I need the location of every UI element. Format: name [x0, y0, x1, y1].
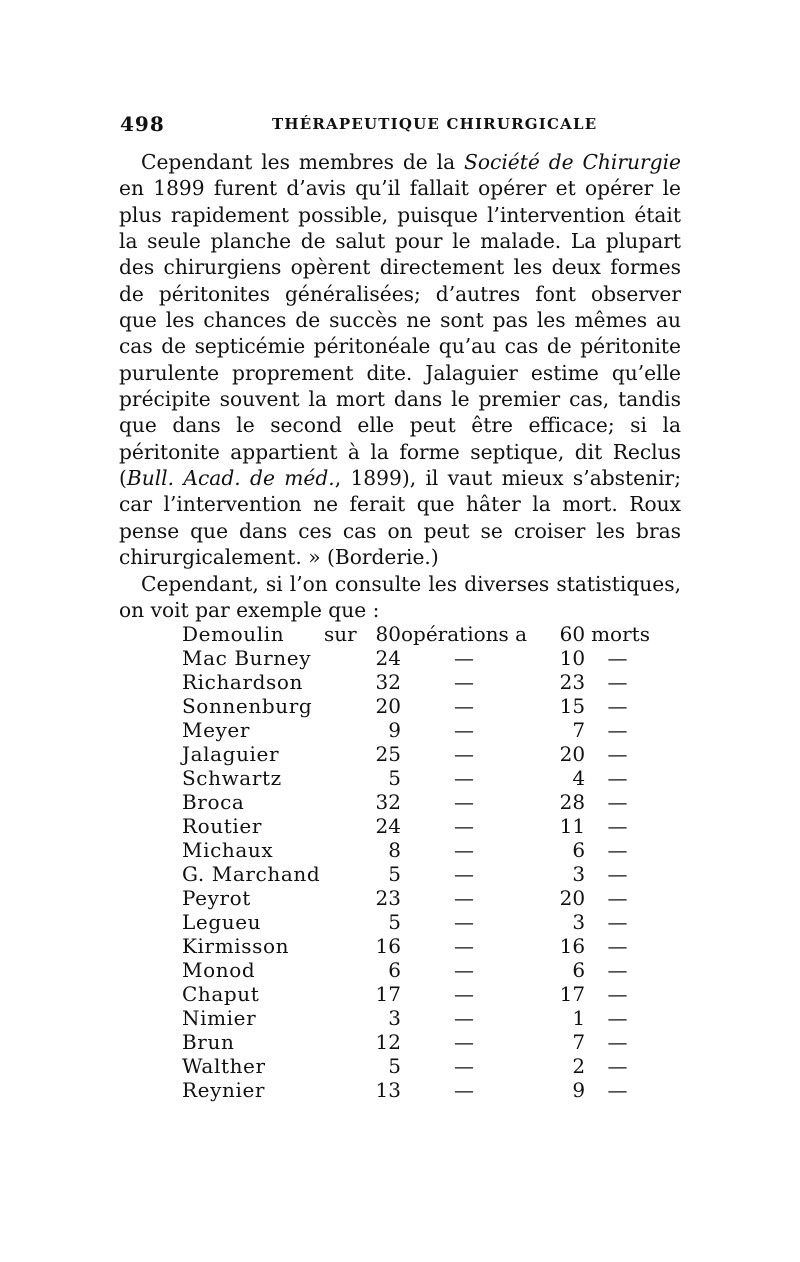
- ditto-dash: —: [607, 1006, 628, 1030]
- surgeon-name: Richardson: [182, 670, 304, 694]
- ditto-dash: —: [607, 1030, 628, 1054]
- paragraph-1-italic-citation: Bull. Acad. de méd.: [126, 466, 335, 491]
- surgeon-name: Mac Burney: [182, 646, 312, 670]
- sur-spacer: [324, 886, 366, 910]
- operations-count: 80: [375, 622, 401, 646]
- surgeon-name: Michaux: [182, 838, 274, 862]
- operations-count: 17: [375, 982, 401, 1006]
- sur-spacer: [324, 742, 366, 766]
- morts-label: morts: [591, 622, 650, 646]
- operations-count: 32: [375, 790, 401, 814]
- sur-spacer: [324, 862, 366, 886]
- statistics-row: [182, 766, 650, 790]
- surgeon-name: Sonnenburg: [182, 694, 313, 718]
- surgeon-name: Chaput: [182, 982, 260, 1006]
- operations-count: 25: [375, 742, 401, 766]
- deaths-count: 60: [559, 622, 586, 646]
- deaths-count: 20: [559, 886, 586, 910]
- operations-count: 9: [388, 718, 401, 742]
- operations-count: 5: [388, 910, 401, 934]
- sur-spacer: [324, 1030, 366, 1054]
- deaths-count: 7: [572, 718, 586, 742]
- surgeon-name: Nimier: [182, 1006, 257, 1030]
- ditto-dash: —: [607, 694, 628, 718]
- deaths-count: 4: [572, 766, 586, 790]
- ditto-dash: —: [607, 718, 628, 742]
- ditto-dash: —: [454, 982, 475, 1006]
- paragraph-2: Cependant, si l’on consulte les diverses statistiques, on voit par exemple que :: [119, 571, 681, 622]
- ditto-dash: —: [607, 646, 628, 670]
- ditto-dash: —: [607, 1054, 628, 1078]
- ditto-dash: —: [607, 910, 628, 934]
- operations-count: 23: [375, 886, 401, 910]
- deaths-count: 7: [572, 1030, 586, 1054]
- deaths-count: 3: [572, 910, 586, 934]
- sur-spacer: [324, 790, 366, 814]
- running-title: THÉRAPEUTIQUE CHIRURGICALE: [272, 115, 598, 133]
- sur-spacer: [324, 1078, 366, 1102]
- sur-label: sur: [324, 622, 357, 646]
- statistics-row: [182, 1030, 650, 1054]
- sur-spacer: [324, 934, 366, 958]
- surgeon-name: Walther: [182, 1054, 266, 1078]
- sur-spacer: [324, 718, 366, 742]
- ditto-dash: —: [454, 718, 475, 742]
- paragraph-1-text-b: en 1899 furent d’avis qu’il fallait opérer et opérer le plus rapidement possible, puisque l’intervention était la seule planche de salut pour le malade. La plupart des chirurgiens opèrent directement les deux formes de péritonites généralisées; d’autres font observer que les chances de succès ne sont pas les mêmes au cas de septicémie péritonéale qu’au cas de péritonite purulente proprement dite. Jalaguier estime qu’elle précipite souvent la mort dans le premier cas, tandis que dans le second elle peut être efficace; si la péritonite appartient à la forme septique, dit Reclus (: [119, 176, 681, 491]
- deaths-count: 9: [572, 1078, 586, 1102]
- statistics-row: [182, 646, 650, 670]
- operations-count: 12: [375, 1030, 401, 1054]
- statistics-header-row: [182, 622, 650, 646]
- surgeon-name: Schwartz: [182, 766, 282, 790]
- deaths-count: 6: [572, 838, 586, 862]
- statistics-row: [182, 670, 650, 694]
- deaths-count: 3: [572, 862, 586, 886]
- surgeon-name: Peyrot: [182, 886, 251, 910]
- surgeon-name: Routier: [182, 814, 263, 838]
- statistics-row: [182, 982, 650, 1006]
- statistics-row: [182, 1078, 650, 1102]
- paragraph-1-italic-society: Société de Chirurgie: [464, 150, 681, 174]
- deaths-count: 6: [572, 958, 586, 982]
- body-text: [119, 149, 681, 623]
- ditto-dash: —: [607, 886, 628, 910]
- surgeon-name: Meyer: [182, 718, 251, 742]
- ditto-dash: —: [454, 958, 475, 982]
- operations-label-cell: [401, 622, 527, 646]
- operations-count: 5: [388, 1054, 401, 1078]
- ditto-dash: —: [454, 1030, 475, 1054]
- deaths-count: 16: [559, 934, 586, 958]
- statistics-row: [182, 1006, 650, 1030]
- statistics-row: [182, 694, 650, 718]
- page-number: 498: [120, 112, 165, 136]
- deaths-count: 15: [559, 694, 586, 718]
- sur-spacer: [324, 958, 366, 982]
- a-label: a: [515, 622, 528, 646]
- surgeon-name: Brun: [182, 1030, 235, 1054]
- statistics-row: [182, 742, 650, 766]
- surgeon-name: Monod: [182, 958, 256, 982]
- operations-count: 5: [388, 766, 401, 790]
- sur-spacer: [324, 1054, 366, 1078]
- operations-count: 20: [375, 694, 401, 718]
- ditto-dash: —: [607, 934, 628, 958]
- deaths-count: 11: [559, 814, 586, 838]
- deaths-count: 17: [559, 982, 586, 1006]
- ditto-dash: —: [454, 838, 475, 862]
- deaths-count: 20: [559, 742, 586, 766]
- surgeon-name: G. Marchand: [182, 862, 321, 886]
- deaths-count: 28: [559, 790, 586, 814]
- ditto-dash: —: [607, 814, 628, 838]
- operations-count: 16: [375, 934, 401, 958]
- ditto-dash: —: [454, 886, 475, 910]
- deaths-count: 23: [559, 670, 586, 694]
- sur-spacer: [324, 646, 366, 670]
- ditto-dash: —: [607, 862, 628, 886]
- operations-label: opérations: [401, 622, 509, 646]
- sur-spacer: [324, 814, 366, 838]
- ditto-dash: —: [607, 1078, 628, 1102]
- operations-count: 6: [388, 958, 401, 982]
- ditto-dash: —: [607, 838, 628, 862]
- surgeon-name: Kirmisson: [182, 934, 290, 958]
- ditto-dash: —: [607, 670, 628, 694]
- operations-count: 5: [388, 862, 401, 886]
- ditto-dash: —: [607, 982, 628, 1006]
- surgeon-name: Demoulin: [182, 622, 285, 646]
- sur-spacer: [324, 670, 366, 694]
- statistics-row: [182, 718, 650, 742]
- page-header: [120, 112, 680, 142]
- sur-spacer: [324, 1006, 366, 1030]
- operations-count: 32: [375, 670, 401, 694]
- ditto-dash: —: [454, 1054, 475, 1078]
- statistics-row: [182, 814, 650, 838]
- operations-count: 8: [388, 838, 401, 862]
- ditto-dash: —: [454, 934, 475, 958]
- paragraph-1-text-c: , 1899), il vaut mieux s’abstenir; car l’intervention ne ferait que hâter la mort. Roux pense que dans ces cas on peut se croiser les bras chirurgicalement. » (Borderie.): [119, 466, 682, 570]
- sur-spacer: [324, 982, 366, 1006]
- operations-count: 24: [375, 814, 401, 838]
- deaths-count: 10: [559, 646, 586, 670]
- ditto-dash: —: [607, 958, 628, 982]
- statistics-row: [182, 886, 650, 910]
- sur-spacer: [324, 766, 366, 790]
- statistics-row: [182, 790, 650, 814]
- statistics-table-body: [182, 622, 650, 1102]
- surgeon-name: Broca: [182, 790, 245, 814]
- surgeon-name: Reynier: [182, 1078, 266, 1102]
- ditto-dash: —: [454, 814, 475, 838]
- statistics-row: [182, 934, 650, 958]
- deaths-count: 1: [572, 1006, 586, 1030]
- ditto-dash: —: [454, 742, 475, 766]
- operations-count: 13: [375, 1078, 401, 1102]
- surgeon-name: Legueu: [182, 910, 262, 934]
- sur-spacer: [324, 838, 366, 862]
- paragraph-1-text-a: Cependant les membres de la: [141, 150, 465, 174]
- ditto-dash: —: [454, 670, 475, 694]
- statistics-table: [182, 622, 650, 1102]
- ditto-dash: —: [454, 646, 475, 670]
- sur-spacer: [324, 694, 366, 718]
- sur-spacer: [324, 910, 366, 934]
- ditto-dash: —: [454, 1006, 475, 1030]
- ditto-dash: —: [607, 742, 628, 766]
- statistics-row: [182, 862, 650, 886]
- ditto-dash: —: [607, 790, 628, 814]
- statistics-row: [182, 958, 650, 982]
- ditto-dash: —: [454, 694, 475, 718]
- ditto-dash: —: [454, 766, 475, 790]
- statistics-row: [182, 838, 650, 862]
- ditto-dash: —: [454, 1078, 475, 1102]
- operations-count: 24: [375, 646, 401, 670]
- statistics-row: [182, 910, 650, 934]
- deaths-count: 2: [572, 1054, 586, 1078]
- paragraph-1: [119, 149, 681, 571]
- operations-count: 3: [388, 1006, 401, 1030]
- statistics-row: [182, 1054, 650, 1078]
- ditto-dash: —: [454, 910, 475, 934]
- ditto-dash: —: [454, 790, 475, 814]
- ditto-dash: —: [607, 766, 628, 790]
- ditto-dash: —: [454, 862, 475, 886]
- surgeon-name: Jalaguier: [182, 742, 280, 766]
